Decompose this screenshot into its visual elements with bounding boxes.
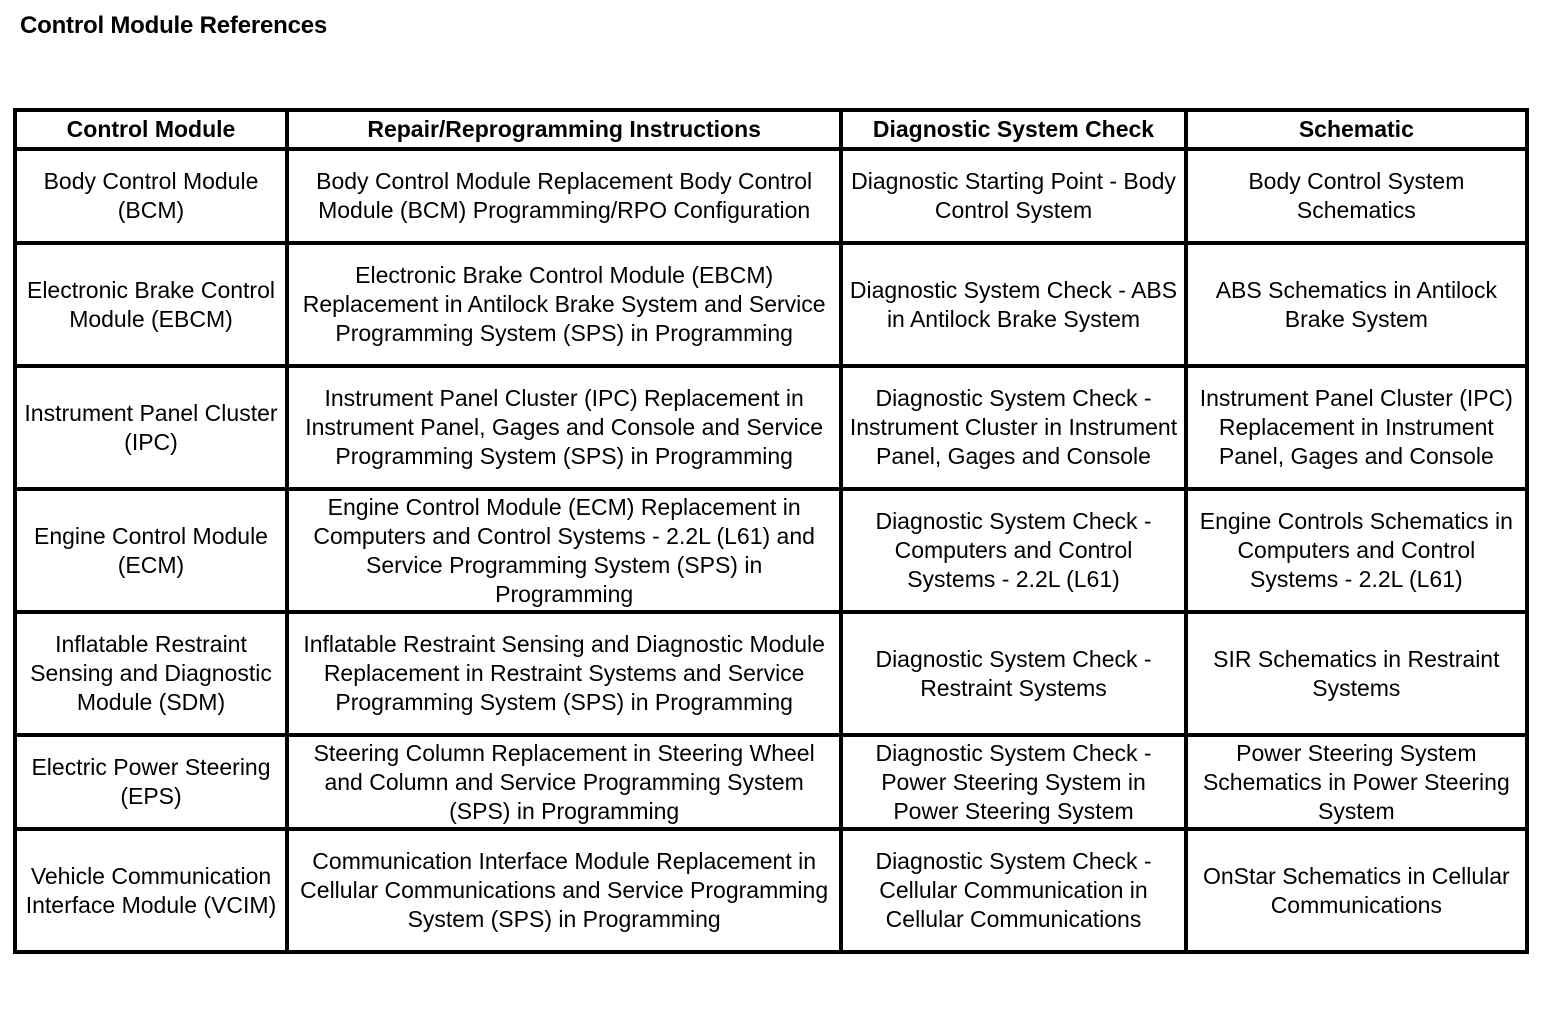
cell-repair-link[interactable]: Steering Column Replacement in Steering Wheel and Column and Service Programming System (SPS) in Programming <box>287 735 841 829</box>
cell-diagnostic-link[interactable]: Diagnostic System Check - Restraint Systems <box>841 612 1185 735</box>
control-module-references-table <box>13 108 1529 954</box>
cell-module: Electric Power Steering (EPS) <box>15 735 287 829</box>
cell-module: Inflatable Restraint Sensing and Diagnostic Module (SDM) <box>15 612 287 735</box>
table-row <box>15 243 1527 366</box>
cell-diagnostic-link[interactable]: Diagnostic System Check - Cellular Communication in Cellular Communications <box>841 829 1185 952</box>
cell-repair-link[interactable]: Instrument Panel Cluster (IPC) Replacement in Instrument Panel, Gages and Console and Service Programming System (SPS) in Programming <box>287 366 841 489</box>
cell-diagnostic-link[interactable]: Diagnostic System Check - Computers and Control Systems - 2.2L (L61) <box>841 489 1185 612</box>
header-repair-instructions: Repair/Reprogramming Instructions <box>287 110 841 149</box>
table-row <box>15 735 1527 829</box>
cell-schematic-link[interactable]: SIR Schematics in Restraint Systems <box>1186 612 1527 735</box>
cell-module: Vehicle Communication Interface Module (VCIM) <box>15 829 287 952</box>
page-title: Control Module References <box>20 12 328 39</box>
cell-repair-link[interactable]: Inflatable Restraint Sensing and Diagnostic Module Replacement in Restraint Systems and Service Programming System (SPS) in Programming <box>287 612 841 735</box>
cell-repair-link[interactable]: Communication Interface Module Replacement in Cellular Communications and Service Programming System (SPS) in Programming <box>287 829 841 952</box>
cell-repair-link[interactable]: Body Control Module Replacement Body Control Module (BCM) Programming/RPO Configuration <box>287 149 841 243</box>
cell-module: Electronic Brake Control Module (EBCM) <box>15 243 287 366</box>
cell-diagnostic-link[interactable]: Diagnostic Starting Point - Body Control System <box>841 149 1185 243</box>
cell-schematic-link[interactable]: ABS Schematics in Antilock Brake System <box>1186 243 1527 366</box>
cell-repair-link[interactable]: Electronic Brake Control Module (EBCM) Replacement in Antilock Brake System and Service Programming System (SPS) in Programming <box>287 243 841 366</box>
header-control-module: Control Module <box>15 110 287 149</box>
cell-schematic-link[interactable]: Instrument Panel Cluster (IPC) Replacement in Instrument Panel, Gages and Console <box>1186 366 1527 489</box>
cell-repair-link[interactable]: Engine Control Module (ECM) Replacement in Computers and Control Systems - 2.2L (L61) and Service Programming System (SPS) in Programming <box>287 489 841 612</box>
cell-module: Engine Control Module (ECM) <box>15 489 287 612</box>
cell-schematic-link[interactable]: Power Steering System Schematics in Power Steering System <box>1186 735 1527 829</box>
table-row <box>15 829 1527 952</box>
table-row <box>15 489 1527 612</box>
cell-module: Body Control Module (BCM) <box>15 149 287 243</box>
cell-diagnostic-link[interactable]: Diagnostic System Check - ABS in Antilock Brake System <box>841 243 1185 366</box>
table-row <box>15 366 1527 489</box>
header-diagnostic-system-check: Diagnostic System Check <box>841 110 1185 149</box>
cell-schematic-link[interactable]: OnStar Schematics in Cellular Communications <box>1186 829 1527 952</box>
cell-schematic-link[interactable]: Engine Controls Schematics in Computers and Control Systems - 2.2L (L61) <box>1186 489 1527 612</box>
cell-module: Instrument Panel Cluster (IPC) <box>15 366 287 489</box>
header-schematic: Schematic <box>1186 110 1527 149</box>
cell-diagnostic-link[interactable]: Diagnostic System Check - Power Steering System in Power Steering System <box>841 735 1185 829</box>
cell-diagnostic-link[interactable]: Diagnostic System Check - Instrument Cluster in Instrument Panel, Gages and Console <box>841 366 1185 489</box>
cell-schematic-link[interactable]: Body Control System Schematics <box>1186 149 1527 243</box>
table-row <box>15 612 1527 735</box>
table-row <box>15 149 1527 243</box>
table-header-row <box>15 110 1527 149</box>
